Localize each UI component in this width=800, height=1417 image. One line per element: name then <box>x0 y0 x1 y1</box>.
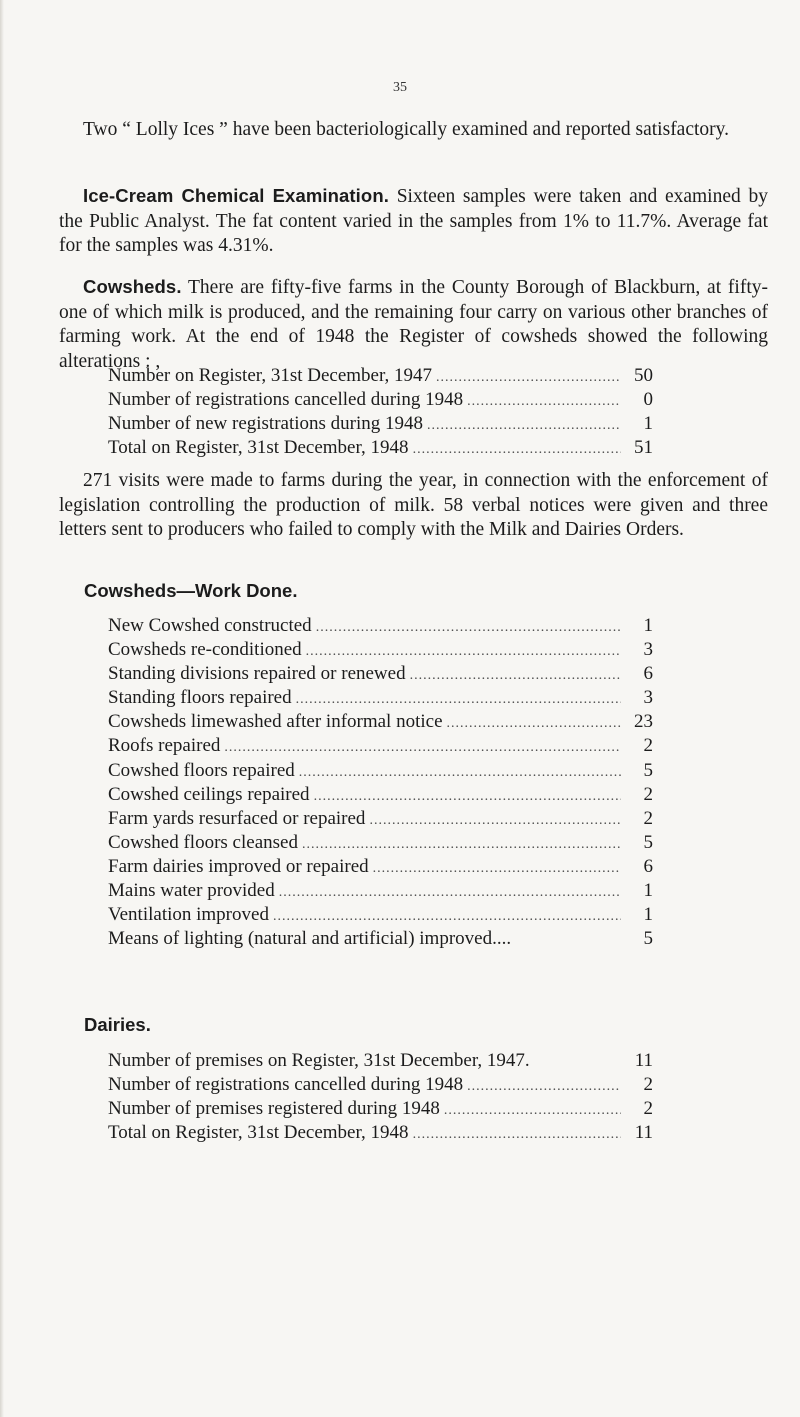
row-label: Cowshed floors cleansed <box>108 831 298 853</box>
cowshed-register-table <box>108 364 653 460</box>
row-label: Roofs repaired <box>108 735 221 757</box>
cowsheds-heading: Cowsheds. <box>83 276 182 297</box>
row-value: 11 <box>634 1050 653 1071</box>
table-row <box>108 1121 653 1145</box>
row-value: 5 <box>643 831 653 853</box>
table-row <box>108 1097 653 1121</box>
table-row <box>108 638 653 662</box>
work-done-heading: Cowsheds—Work Done. <box>84 580 298 601</box>
row-label: Means of lighting (natural and artificial) improved.... <box>108 928 512 950</box>
row-value: 50 <box>634 365 653 386</box>
row-value: 2 <box>643 735 653 757</box>
table-row <box>108 1073 653 1097</box>
table-row <box>108 1049 653 1073</box>
icecream-text: Sixteen samples were taken and examined by the Public Analyst. The fat content varied in the samples from 1% to 11.7%. Average fat for the samples was 4.31%. <box>59 186 768 256</box>
table-row <box>108 412 653 436</box>
table-row <box>108 783 653 807</box>
row-label: New Cowshed constructed <box>108 615 312 636</box>
table-row <box>108 364 653 388</box>
row-value: 23 <box>634 711 653 733</box>
row-label: Number of registrations cancelled during 1948 <box>108 1074 464 1096</box>
row-value: 6 <box>643 663 653 685</box>
visits-paragraph: 271 visits were made to farms during the year, in connection with the enforcement of legislation controlling the production of milk. 58 verbal notices were given and three letters sent to producers who failed to comply with the Milk and Dairies Orders. <box>59 470 768 540</box>
table-row <box>108 710 653 734</box>
row-label: Farm dairies improved or repaired <box>108 855 369 877</box>
table-row <box>108 662 653 686</box>
row-value: 1 <box>643 880 653 902</box>
row-label: Number of premises on Register, 31st December, 1947. <box>108 1050 530 1071</box>
row-value: 11 <box>634 1122 653 1144</box>
work-done-table <box>108 614 653 951</box>
table-row <box>108 855 653 879</box>
row-label: Mains water provided <box>108 880 275 902</box>
row-label: Number of premises registered during 1948 <box>108 1098 440 1120</box>
table-row <box>108 734 653 758</box>
row-label: Total on Register, 31st December, 1948 <box>108 437 409 459</box>
row-label: Cowsheds re-conditioned <box>108 639 302 661</box>
row-value: 51 <box>634 437 653 459</box>
row-label: Number on Register, 31st December, 1947 <box>108 365 433 386</box>
row-value: 2 <box>643 783 653 805</box>
row-value: 2 <box>643 1098 653 1120</box>
table-row <box>108 686 653 710</box>
row-label: Cowsheds limewashed after informal notice <box>108 711 443 733</box>
cowsheds-paragraph <box>59 275 768 374</box>
row-value: 3 <box>643 687 653 709</box>
row-label: Total on Register, 31st December, 1948 <box>108 1122 409 1144</box>
page-edge-shadow <box>0 0 4 1417</box>
row-value: 1 <box>643 904 653 926</box>
row-label: Number of registrations cancelled during 1948 <box>108 389 464 411</box>
cowsheds-text: There are fifty-five farms in the County Borough of Blackburn, at fifty-one of which milk is produced, and the remaining four carry on various other branches of farming work. At the end of 1948 the Register of cowsheds showed the following alterations : , <box>59 277 768 372</box>
row-label: Cowshed floors repaired <box>108 759 295 781</box>
table-row <box>108 759 653 783</box>
dairies-heading: Dairies. <box>84 1014 151 1035</box>
row-value: 2 <box>643 1074 653 1096</box>
row-label: Ventilation improved <box>108 904 269 926</box>
row-value: 0 <box>643 389 653 411</box>
lolly-ices-paragraph: Two “ Lolly Ices ” have been bacteriologically examined and reported satisfactory. <box>83 119 730 140</box>
table-row <box>108 879 653 903</box>
row-value: 5 <box>643 928 653 950</box>
table-row <box>108 831 653 855</box>
page-number: 35 <box>393 80 407 95</box>
table-row <box>108 388 653 412</box>
table-row <box>108 927 653 951</box>
row-label: Cowshed ceilings repaired <box>108 783 310 805</box>
icecream-heading: Ice-Cream Chemical Examination. <box>83 185 389 206</box>
dairies-table <box>108 1049 653 1145</box>
row-value: 2 <box>643 807 653 829</box>
table-row <box>108 903 653 927</box>
table-row <box>108 614 653 638</box>
table-row <box>108 807 653 831</box>
row-label: Farm yards resurfaced or repaired <box>108 807 366 829</box>
row-value: 1 <box>643 413 653 435</box>
table-row <box>108 436 653 460</box>
row-value: 5 <box>643 759 653 781</box>
row-label: Number of new registrations during 1948 <box>108 413 424 435</box>
row-value: 1 <box>643 615 653 636</box>
row-label: Standing floors repaired <box>108 687 292 709</box>
row-value: 3 <box>643 639 653 661</box>
row-label: Standing divisions repaired or renewed <box>108 663 406 685</box>
row-value: 6 <box>643 855 653 877</box>
icecream-paragraph <box>59 184 768 259</box>
